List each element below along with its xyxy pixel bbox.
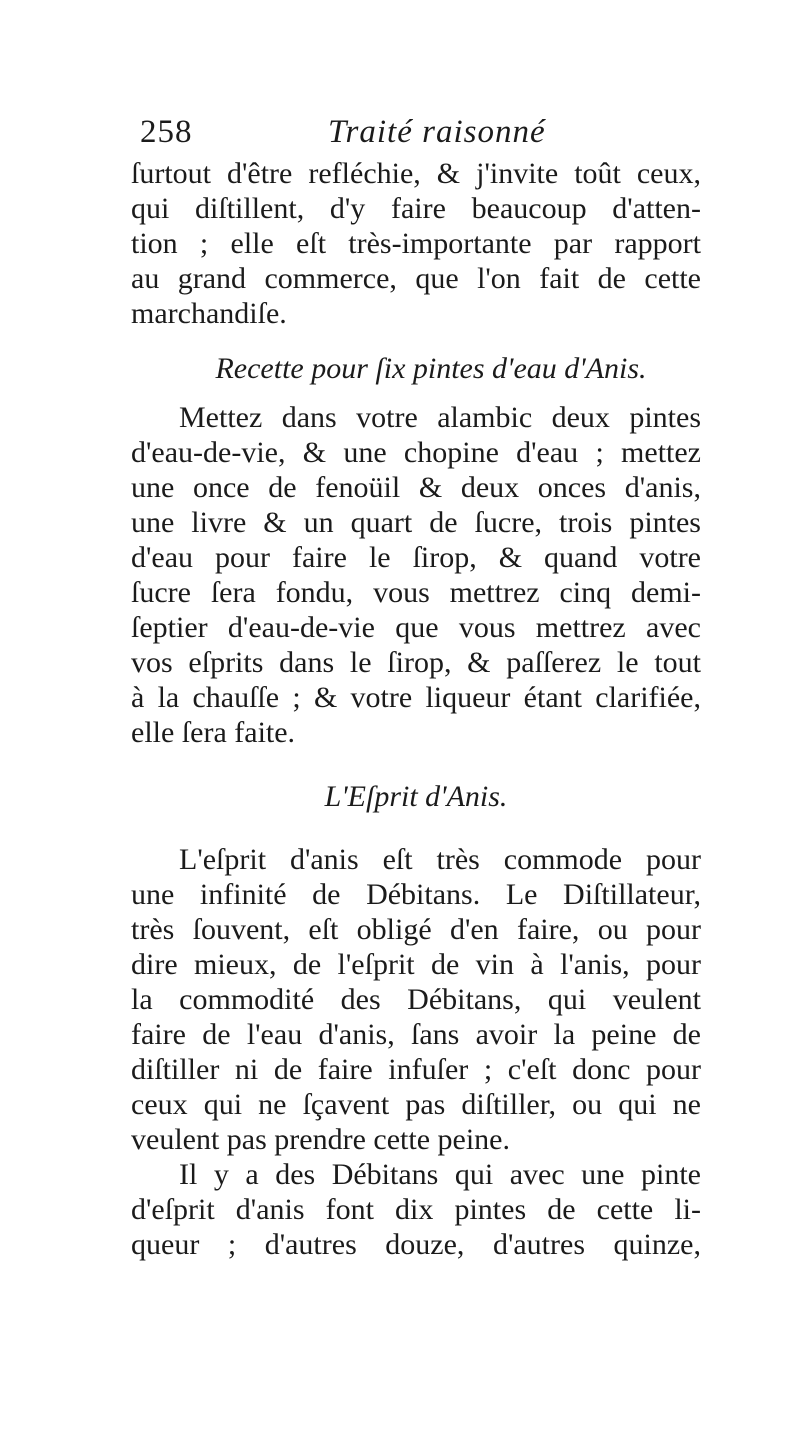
text-line: une once de fenoüil & deux onces d'anis, [131,471,701,504]
text-line: Mettez dans votre alambic deux pintes [179,401,701,434]
text-line: L'eſprit d'anis eſt très commode pour [179,843,701,876]
section-heading-recipe: Recette pour ſix pintes d'eau d'Anis. [215,352,647,385]
text-line: dire mieux, de l'eſprit de vin à l'anis, pour [131,948,701,981]
page-header [132,110,722,154]
text-line: veulent pas prendre cette peine. [131,1123,510,1156]
text-line: ſucre ſera fondu, vous mettrez cinq demi- [131,576,701,609]
text-line: ſeptier d'eau-de-vie que vous mettrez avec [131,611,701,644]
text-line: une livre & un quart de ſucre, trois pintes [131,506,701,539]
text-line: elle ſera faite. [131,716,296,749]
text-line: très ſouvent, eſt obligé d'en faire, ou pour [131,913,701,946]
text-line: tion ; elle eſt très-importante par rapport [131,227,701,260]
text-line: Il y a des Débitans qui avec une pinte [179,1158,701,1191]
paragraph-esprit [131,842,701,1262]
text-line: faire de l'eau d'anis, ſans avoir la peine de [131,1018,701,1051]
text-line: une infinité de Débitans. Le Diſtillateur, [131,878,701,911]
text-line: à la chauſſe ; & votre liqueur étant clarifiée, [131,681,701,714]
text-line: au grand commerce, que l'on fait de cette [131,262,701,295]
text-line: qui diſtillent, d'y faire beaucoup d'atten- [131,192,701,225]
text-line: ſurtout d'être refléchie, & j'invite toût ceux, [131,157,701,190]
text-line: marchandiſe. [131,297,287,330]
text-line: d'eau pour faire le ſirop, & quand votre [131,541,701,574]
page-number: 258 [140,114,193,150]
text-line: diſtiller ni de faire infuſer ; c'eſt donc pour [131,1053,701,1086]
text-line: vos eſprits dans le ſirop, & paſſerez le tout [131,646,701,679]
running-head: Traité raisonné [328,114,546,150]
section-heading-esprit: L'Eſprit d'Anis. [324,780,508,813]
text-line: d'eſprit d'anis font dix pintes de cette li- [131,1193,701,1226]
text-line: la commodité des Débitans, qui veulent [131,983,701,1016]
text-line: queur ; d'autres douze, d'autres quinze, [131,1228,701,1261]
text-line: d'eau-de-vie, & une chopine d'eau ; mettez [131,436,701,469]
paragraph-continuation [131,156,701,331]
text-line: ceux qui ne ſçavent pas diſtiller, ou qui ne [131,1088,701,1121]
paragraph-recipe [131,400,701,750]
